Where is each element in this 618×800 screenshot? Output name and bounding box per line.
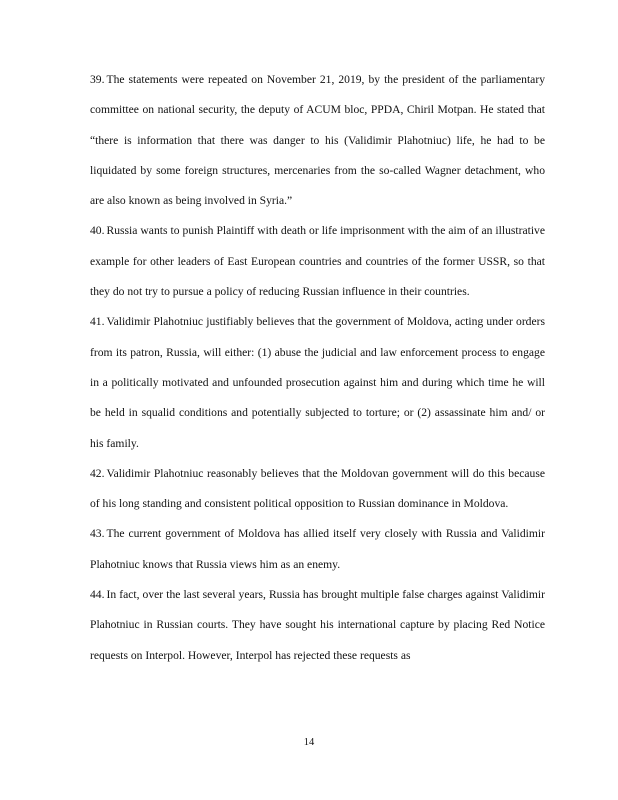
paragraph-41 (90, 307, 545, 458)
document-body (90, 65, 545, 671)
paragraph-44 (90, 580, 545, 671)
paragraph-number: 39. (90, 73, 105, 86)
paragraph-number: 40. (90, 224, 105, 238)
paragraph-43 (90, 519, 545, 580)
paragraph-39 (90, 65, 545, 216)
paragraph-40 (90, 216, 545, 307)
paragraph-text: Russia wants to punish Plaintiff with death or life imprisonment with the aim of an illustrative example for other leaders of East European countries and countries of the former USSR, so that they do not try to pursue a policy of reducing Russian influence in their countries. (90, 224, 545, 299)
page-number: 14 (303, 737, 315, 748)
paragraph-number: 41. (90, 315, 105, 329)
paragraph-text: In fact, over the last several years, Russia has brought multiple false charges against Validimir Plahotniuc in Russian courts. They have sought his international capture by placing Red Notice requests on Interpol. However, Interpol has rejected these requests as (90, 588, 545, 662)
paragraph-number: 44. (90, 588, 105, 602)
paragraph-42 (90, 459, 545, 520)
paragraph-text: The current government of Moldova has allied itself very closely with Russia and Validimir Plahotniuc knows that Russia views him as an enemy. (90, 527, 545, 571)
paragraph-text: Validimir Plahotniuc reasonably believes that the Moldovan government will do this because of his long standing and consistent political opposition to Russian dominance in Moldova. (90, 466, 545, 511)
paragraph-text: The statements were repeated on November 21, 2019, by the president of the parliamentary committee on national security, the deputy of ACUM bloc, PPDA, Chiril Motpan. He stated that “there is information that there was danger to his (Validimir Plahotniuc) life, he had to be liquidated by some foreign structures, mercenaries from the so-called Wagner detachment, who are also known as being involved in Syria.” (90, 73, 545, 208)
paragraph-text: Validimir Plahotniuc justifiably believes that the government of Moldova, acting under orders from its patron, Russia, will either: (1) abuse the judicial and law enforcement process to engage in a politically motivated and unfounded prosecution against him and during which time he will be held in squalid conditions and potentially subjected to torture; or (2) assassinate him and/ or his family. (90, 315, 545, 450)
paragraph-number: 43. (90, 527, 105, 541)
paragraph-number: 42. (90, 466, 105, 480)
